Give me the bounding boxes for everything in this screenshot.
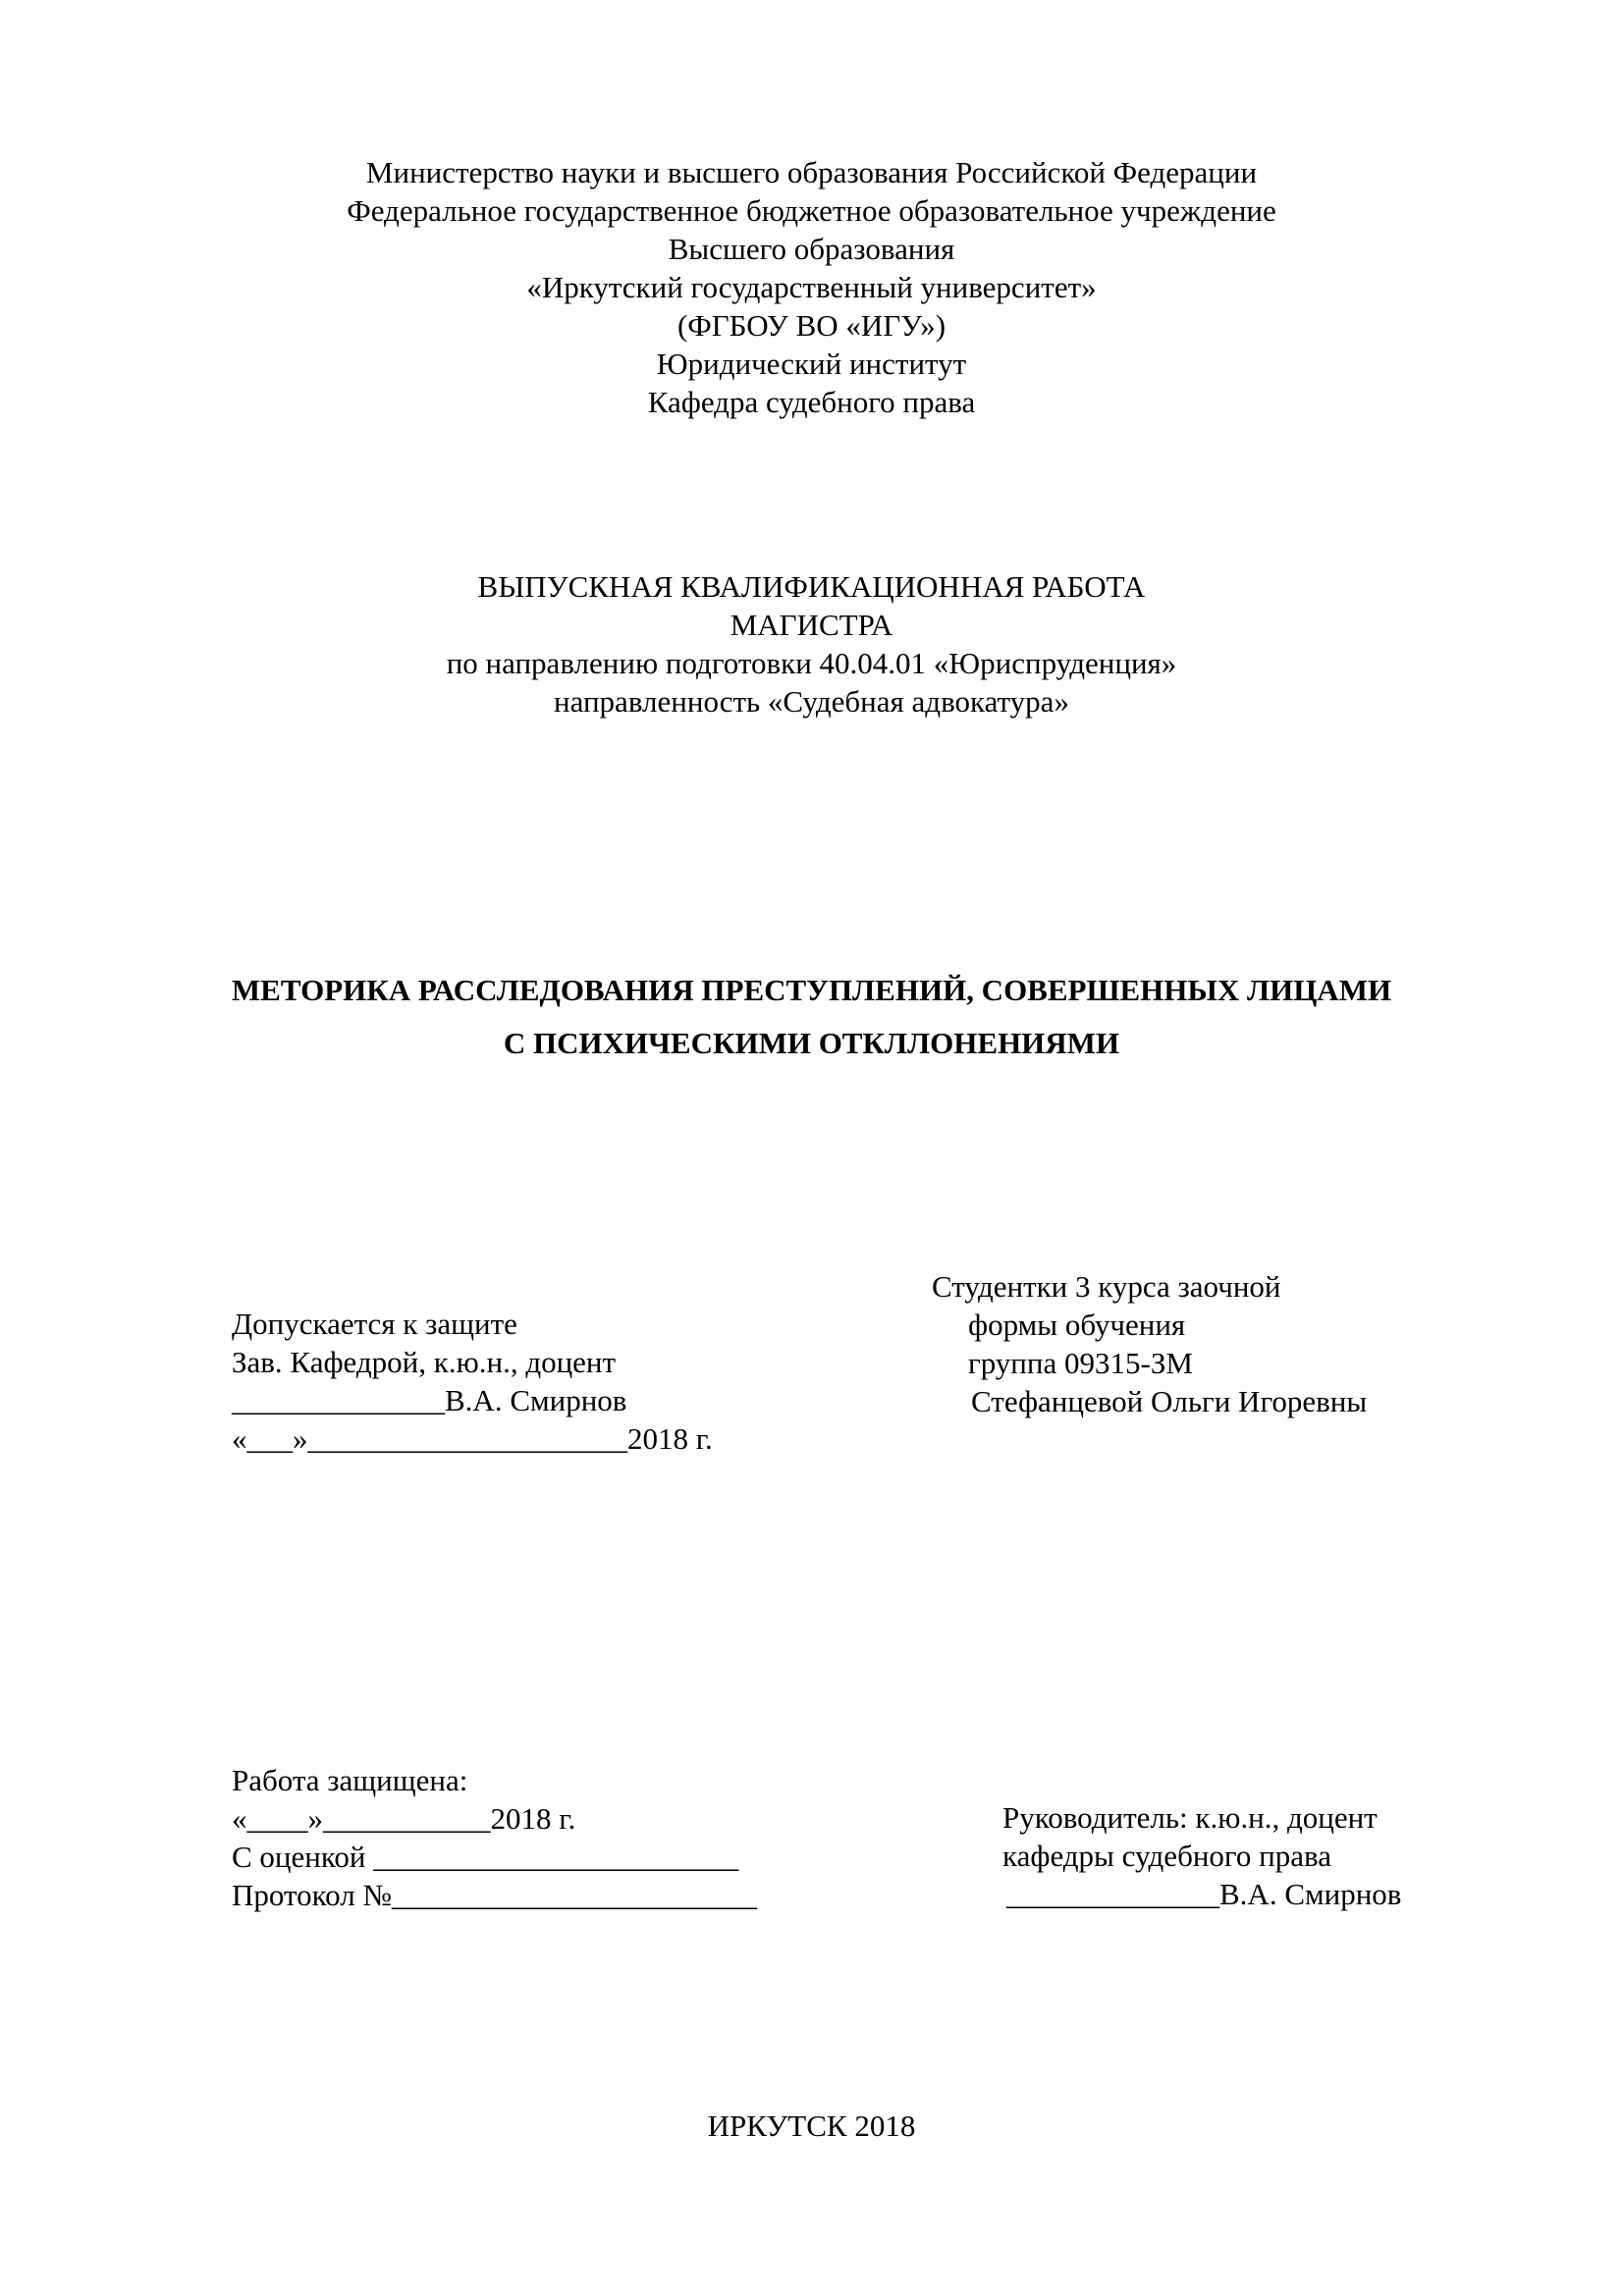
protocol-line: Протокол №________________________ (232, 1878, 757, 1912)
university-name-line: «Иркутский государственный университет» (526, 270, 1097, 304)
thesis-title (0, 964, 1623, 1070)
work-type-block (0, 567, 1623, 721)
institute-line: Юридический институт (656, 347, 967, 381)
defense-label: Работа защищена: (232, 1763, 468, 1797)
supervisor-block (1002, 1798, 1401, 1913)
supervisor-department-line: кафедры судебного права (1002, 1839, 1331, 1873)
department-line: Кафедра судебного права (647, 385, 976, 419)
specialization-line: направленность «Судебная адвокатура» (554, 684, 1069, 719)
student-name-line: Стефанцевой Ольги Игоревны (971, 1384, 1368, 1418)
grade-line: С оценкой ________________________ (232, 1840, 739, 1874)
thesis-title-line-2: С ПСИХИЧЕСКИМИ ОТКЛЛОНЕНИЯМИ (503, 1026, 1120, 1060)
department-head-title: Зав. Кафедрой, к.ю.н., доцент (232, 1345, 617, 1379)
ministry-line: Министерство науки и высшего образования Российской Федерации (365, 155, 1258, 189)
student-course-line: Студентки 3 курса заочной (932, 1269, 1281, 1304)
student-study-form-line: формы обучения (968, 1308, 1186, 1342)
defense-date-line: «____»___________2018 г. (232, 1801, 576, 1836)
student-group-line: группа 09315-ЗМ (968, 1346, 1193, 1380)
institution-header (0, 153, 1623, 421)
education-level-line: Высшего образования (668, 232, 955, 266)
institution-type-line: Федеральное государственное бюджетное образовательное учреждение (347, 193, 1276, 228)
footer-city-year (0, 2107, 1623, 2145)
university-abbr-line: (ФГБОУ ВО «ИГУ») (676, 308, 947, 343)
admission-date-line: «___»_____________________2018 г. (232, 1421, 713, 1456)
work-type-line: ВЫПУСКНАЯ КВАЛИФИКАЦИОННАЯ РАБОТА (477, 569, 1146, 604)
department-head-signature: ______________В.А. Смирнов (232, 1383, 627, 1417)
degree-line: МАГИСТРА (730, 608, 893, 642)
supervisor-title-line: Руководитель: к.ю.н., доцент (1002, 1800, 1378, 1835)
admission-label: Допускается к защите (232, 1307, 517, 1341)
admission-block (232, 1305, 713, 1458)
thesis-title-line-1: МЕТОРИКА РАССЛЕДОВАНИЯ ПРЕСТУПЛЕНИЙ, СОВЕРШЕННЫХ ЛИЦАМИ (231, 973, 1392, 1007)
city-year: ИРКУТСК 2018 (707, 2109, 916, 2143)
program-line: по направлению подготовки 40.04.01 «Юриспруденция» (446, 646, 1177, 680)
defense-block (232, 1761, 757, 1914)
supervisor-signature-line: ______________В.А. Смирнов (1006, 1877, 1402, 1911)
student-block (932, 1267, 1367, 1420)
